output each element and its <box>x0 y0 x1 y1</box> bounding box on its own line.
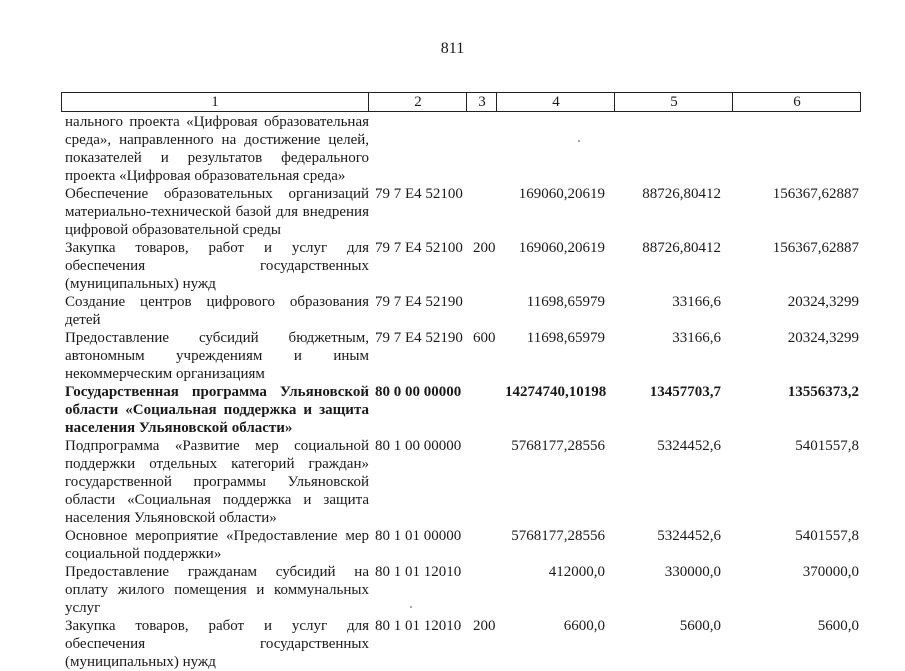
row-code: 79 7 E4 52100 <box>375 240 463 256</box>
row-value-col4: 412000,0 <box>548 564 605 580</box>
header-col-2: 2 <box>368 93 467 111</box>
header-col-6: 6 <box>732 93 861 111</box>
row-value-col4: 11698,65979 <box>526 294 605 310</box>
row-value-col5: 33166,6 <box>672 294 721 310</box>
row-name: Предоставление субсидий бюджетным, автономным учреждениям и иным некоммерческим организациям <box>65 330 369 382</box>
row-name: Подпрограмма «Развитие мер социальной поддержки отдельных категорий граждан» государственной программы Ульяновской области «Социальная поддержка и защита населения Ульяновской области» <box>65 438 369 526</box>
row-value-col5: 33166,6 <box>672 330 721 346</box>
table-row <box>61 617 861 671</box>
row-value-col5: 5324452,6 <box>657 528 721 544</box>
row-value-col6: 370000,0 <box>802 564 859 580</box>
row-name: Предоставление гражданам субсидий на оплату жилого помещения и коммунальных услуг <box>65 564 369 616</box>
row-name: Государственная программа Ульяновской области «Социальная поддержка и защита населения Ульяновской области» <box>65 384 369 436</box>
table-row <box>61 437 861 527</box>
row-name: нального проекта «Цифровая образовательная среда», направленного на достижение целей, показателей и результатов федерального проекта «Цифровая образовательная среда» <box>65 114 369 184</box>
header-col-3: 3 <box>466 93 497 111</box>
row-value-col6: 5401557,8 <box>795 528 859 544</box>
row-name: Обеспечение образовательных организаций материально-технической базой для внедрения цифровой образовательной среды <box>65 186 369 238</box>
row-value-col4: 14274740,10198 <box>505 384 607 400</box>
row-value-col5: 88726,80412 <box>642 186 721 202</box>
table-row <box>61 293 861 329</box>
row-value-col5: 5324452,6 <box>657 438 721 454</box>
header-col-4: 4 <box>496 93 615 111</box>
row-code: 79 7 E4 52190 <box>375 294 463 310</box>
row-type: 200 <box>473 618 496 634</box>
table-row <box>61 527 861 563</box>
row-value-col4: 169060,20619 <box>518 186 605 202</box>
header-col-5: 5 <box>614 93 733 111</box>
row-code: 80 1 01 00000 <box>375 528 462 544</box>
row-value-col6: 5600,0 <box>817 618 859 634</box>
row-value-col6: 156367,62887 <box>772 186 859 202</box>
row-value-col5: 330000,0 <box>664 564 721 580</box>
row-type: 200 <box>473 240 496 256</box>
row-code: 79 7 E4 52100 <box>375 186 463 202</box>
row-code: 80 1 01 12010 <box>375 564 462 580</box>
row-code: 80 1 00 00000 <box>375 438 462 454</box>
row-name: Создание центров цифрового образования детей <box>65 294 369 328</box>
row-value-col4: 5768177,28556 <box>511 528 605 544</box>
row-name: Закупка товаров, работ и услуг для обеспечения государственных (муниципальных) нужд <box>65 618 369 670</box>
row-type: 600 <box>473 330 496 346</box>
row-code: 80 0 00 00000 <box>375 384 462 400</box>
row-value-col5: 13457703,7 <box>649 384 721 400</box>
table-row <box>61 329 861 383</box>
scan-speck <box>410 606 412 608</box>
row-value-col4: 5768177,28556 <box>511 438 605 454</box>
row-value-col4: 6600,0 <box>563 618 605 634</box>
row-value-col6: 20324,3299 <box>787 330 859 346</box>
row-name: Закупка товаров, работ и услуг для обеспечения государственных (муниципальных) нужд <box>65 240 369 292</box>
table-row <box>61 563 861 617</box>
page-number: 811 <box>440 40 465 57</box>
row-value-col4: 169060,20619 <box>518 240 605 256</box>
row-name: Основное мероприятие «Предоставление мер социальной поддержки» <box>65 528 369 562</box>
row-value-col6: 13556373,2 <box>787 384 859 400</box>
table-row <box>61 185 861 239</box>
table-row <box>61 113 861 185</box>
row-code: 80 1 01 12010 <box>375 618 462 634</box>
table-row-program <box>61 383 861 437</box>
row-value-col6: 156367,62887 <box>772 240 859 256</box>
row-value-col4: 11698,65979 <box>526 330 605 346</box>
row-code: 79 7 E4 52190 <box>375 330 463 346</box>
row-value-col6: 20324,3299 <box>787 294 859 310</box>
row-value-col5: 88726,80412 <box>642 240 721 256</box>
header-col-1: 1 <box>211 94 219 110</box>
row-value-col6: 5401557,8 <box>795 438 859 454</box>
row-value-col5: 5600,0 <box>679 618 721 634</box>
table-row <box>61 239 861 293</box>
scan-speck <box>578 140 580 142</box>
table-header <box>61 92 861 112</box>
table-body <box>61 113 861 671</box>
